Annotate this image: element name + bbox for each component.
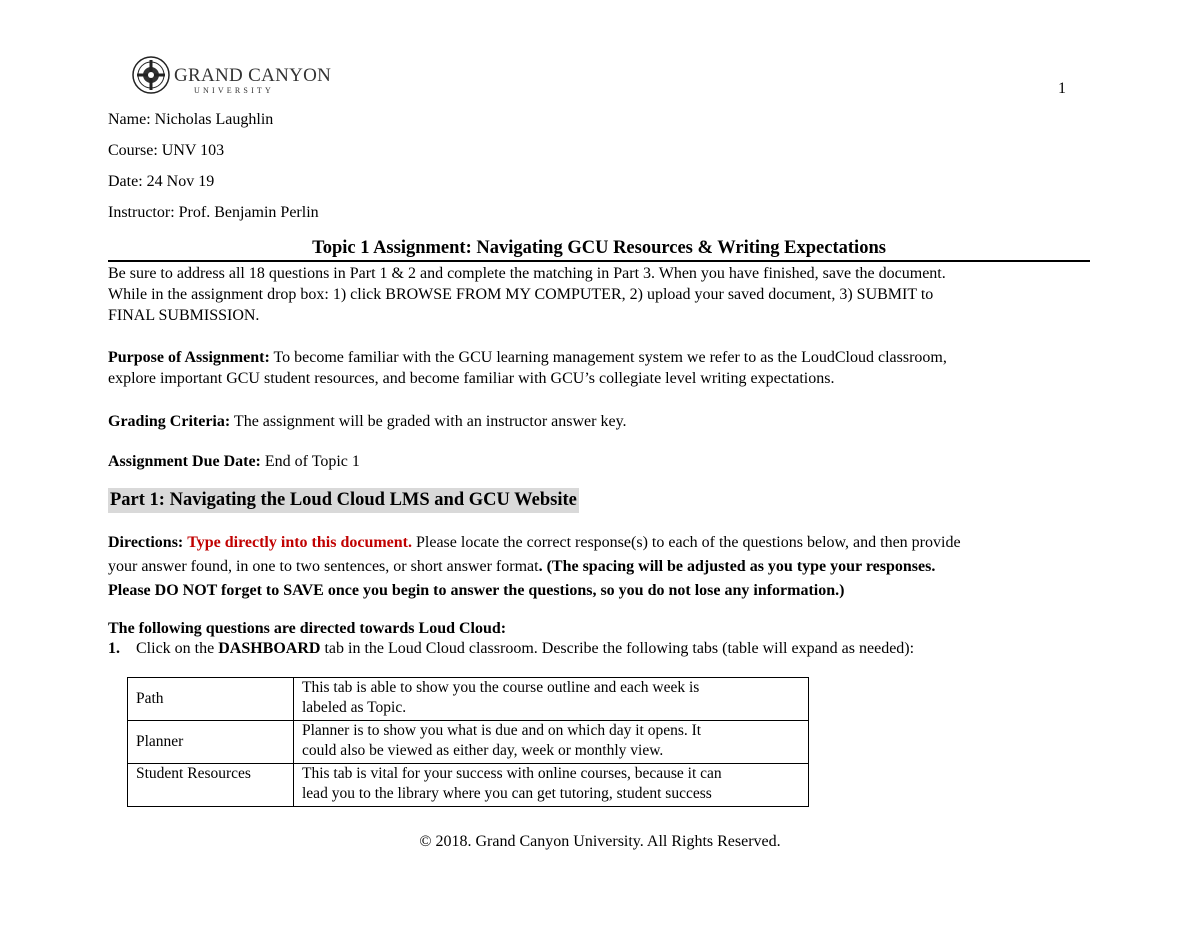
table-cell-tab: Path <box>128 678 294 721</box>
purpose-label: Purpose of Assignment: <box>108 349 270 366</box>
purpose-line-1: To become familiar with the GCU learning management system we refer to as the LoudCloud classroom, <box>269 349 947 366</box>
intro-line-1: Be sure to address all 18 questions in Part 1 & 2 and complete the matching in Part 3. When you have finished, save the document. <box>108 265 946 282</box>
purpose-line-2: explore important GCU student resources, and become familiar with GCU’s collegiate level writing expectations. <box>108 370 835 387</box>
description-line: Planner is to show you what is due and on which day it opens. It <box>302 722 702 739</box>
question-number: 1. <box>108 640 120 657</box>
date-line: Date: 24 Nov 19 <box>108 173 215 190</box>
logo-name: GRAND CANYON <box>174 65 332 86</box>
table-cell-description[interactable] <box>294 764 809 807</box>
description-line: lead you to the library where you can get tutoring, student success <box>302 785 712 802</box>
directions-bold-3: Please DO NOT forget to SAVE once you begin to answer the questions, so you do not lose any information.) <box>108 582 845 599</box>
directions-text-1: Please locate the correct response(s) to each of the questions below, and then provide <box>412 534 961 551</box>
title-rule <box>108 260 1090 262</box>
course-line: Course: UNV 103 <box>108 142 225 159</box>
page-number: 1 <box>1058 80 1066 97</box>
intro-line-2: While in the assignment drop box: 1) click BROWSE FROM MY COMPUTER, 2) upload your saved document, 3) SUBMIT to <box>108 286 934 303</box>
directions-paragraph <box>108 531 1098 603</box>
grading-paragraph <box>108 411 1093 432</box>
description-line: This tab is able to show you the course outline and each week is <box>302 679 700 696</box>
due-text: End of Topic 1 <box>260 453 360 470</box>
table-cell-tab: Student Resources <box>128 764 294 807</box>
part1-heading: Part 1: Navigating the Loud Cloud LMS and GCU Website <box>108 488 579 513</box>
gcu-logo <box>132 54 332 96</box>
table-cell-description[interactable] <box>294 721 809 764</box>
student-name: Name: Nicholas Laughlin <box>108 111 274 128</box>
description-line: This tab is vital for your success with online courses, because it can <box>302 765 722 782</box>
question-1-post: tab in the Loud Cloud classroom. Describe the following tabs (table will expand as needed): <box>320 640 915 657</box>
questions-heading: The following questions are directed towards Loud Cloud: <box>108 620 507 637</box>
assignment-title: Topic 1 Assignment: Navigating GCU Resources & Writing Expectations <box>312 238 886 258</box>
description-line: labeled as Topic. <box>302 699 407 716</box>
copyright-footer: © 2018. Grand Canyon University. All Rights Reserved. <box>419 833 781 850</box>
directions-label: Directions: <box>108 534 184 551</box>
intro-line-3: FINAL SUBMISSION. <box>108 307 260 324</box>
table-row <box>128 678 809 721</box>
instructor-line: Instructor: Prof. Benjamin Perlin <box>108 204 319 221</box>
question-1 <box>108 640 914 658</box>
intro-paragraph <box>108 263 1093 326</box>
table-row <box>128 721 809 764</box>
purpose-paragraph <box>108 347 1093 389</box>
table-cell-tab: Planner <box>128 721 294 764</box>
table-cell-description[interactable] <box>294 678 809 721</box>
gcu-seal-icon <box>133 57 169 93</box>
directions-dot: . <box>538 558 543 575</box>
due-label: Assignment Due Date: <box>108 453 261 470</box>
directions-red-text: Type directly into this document. <box>187 534 412 551</box>
directions-text-2: your answer found, in one to two sentences, or short answer format <box>108 558 539 575</box>
description-line: could also be viewed as either day, week or monthly view. <box>302 742 664 759</box>
directions-bold-2: (The spacing will be adjusted as you type your responses. <box>542 558 936 575</box>
due-date-paragraph <box>108 451 1093 472</box>
question-1-bold: DASHBOARD <box>218 640 321 657</box>
logo-sub: UNIVERSITY <box>194 86 274 95</box>
question-1-pre: Click on the <box>136 640 219 657</box>
table-row <box>128 764 809 807</box>
grading-label: Grading Criteria: <box>108 413 231 430</box>
grading-text: The assignment will be graded with an instructor answer key. <box>230 413 627 430</box>
dashboard-tabs-table <box>127 677 809 807</box>
